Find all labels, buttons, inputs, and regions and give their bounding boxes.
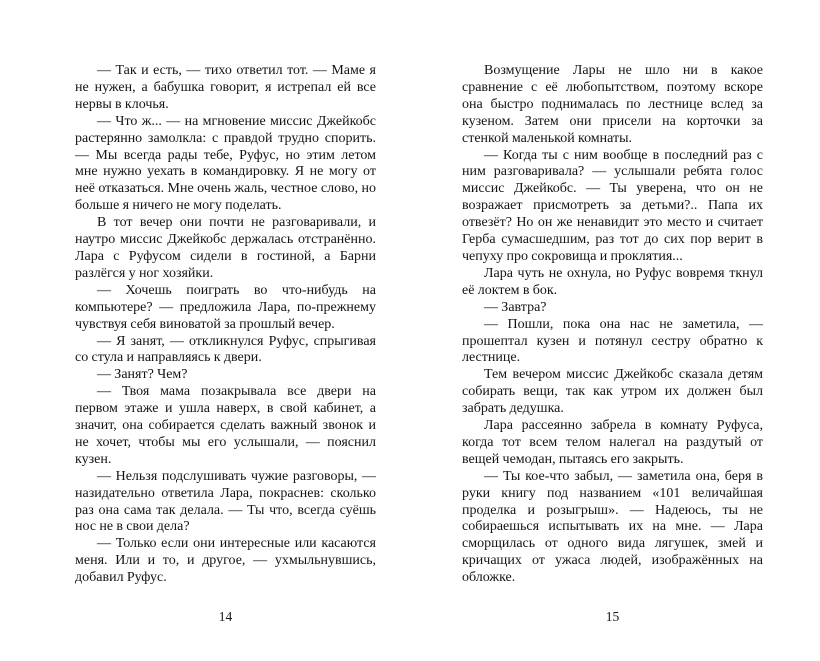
- paragraph: — Пошли, пока она нас не заметила, — прошептал кузен и потянул сестру обратно к лестнице.: [462, 316, 763, 366]
- paragraph: — Завтра?: [484, 299, 547, 315]
- paragraph: Возмущение Лары не шло ни в какое сравнение с её любопытством, поэтому вскоре она быстро поднималась по лестнице вслед за кузеном. Затем они присели на корточки за стенкой маленькой комнаты.: [462, 63, 763, 146]
- paragraph: — Нельзя подслушивать чужие разговоры, — назидательно ответила Лара, покраснев: сколько раз она сама так делала. — Ты что, всегда суёшь нос не в свои дела?: [75, 468, 376, 535]
- page-number-left: 14: [218, 609, 233, 624]
- paragraph: В тот вечер они почти не разговаривали, и наутро миссис Джейкобс держалась отстранённо. Лара с Руфусом сидели в гостиной, а Барни разлёгся у ног хозяйки.: [75, 215, 376, 281]
- page-number-right: 15: [605, 609, 620, 624]
- paragraph: — Что ж... — на мгновение миссис Джейкобс растерянно замолкла: с правдой трудно спорить. — Мы всегда рады тебе, Руфус, но этим летом мне нужно уехать в командировку. Я не могу от неё отказаться. Мне очень жаль, честное слово, но больше я ничего не могу поделать.: [75, 113, 376, 214]
- page-right: [410, 0, 820, 661]
- paragraph: — Я занят, — откликнулся Руфус, спрыгивая со стула и направляясь к двери.: [75, 333, 376, 366]
- paragraph: — Так и есть, — тихо ответил тот. — Маме я не нужен, а бабушка говорит, я истрепал ей все нервы в клочья.: [75, 63, 376, 112]
- paragraph: — Твоя мама позакрывала все двери на первом этаже и ушла наверх, в свой кабинет, а значит, она собирается сделать важный звонок и не хочет, чтобы мы его услышали, — пояснил кузен.: [75, 384, 376, 467]
- paragraph: — Только если они интересные или касаются меня. Или и то, и другое, — ухмыльнувшись, добавил Руфус.: [75, 536, 376, 586]
- paragraph: Лара чуть не охнула, но Руфус вовремя ткнул её локтем в бок.: [462, 265, 763, 298]
- right-text-block: [462, 63, 763, 587]
- paragraph: — Ты кое-что забыл, — заметила она, беря в руки книгу под названием «101 величайшая проделка и розыгрыш». — Надеюсь, ты не собираешься испытывать их на мне. — Лара сморщилась от одного вида лягушек, змей и кричащих от ужаса людей, изображённых на обложке.: [462, 468, 763, 586]
- paragraph: — Хочешь поиграть во что-нибудь на компьютере? — предложила Лара, по-прежнему чувствуя себя виноватой за прошлый вечер.: [75, 282, 376, 332]
- left-text-block: [75, 63, 376, 587]
- paragraph: — Занят? Чем?: [97, 367, 188, 383]
- paragraph: — Когда ты с ним вообще в последний раз с ним разговаривала? — услышали ребята голос миссис Джейкобс. — Ты уверена, что он не возражает присмотреть за детьми?.. Папа их отвезёт? Но он же ненавидит это место и считает Герба сумасшедшим, раз тот до сих пор верит в чепуху про сокровища и проклятия...: [462, 147, 763, 264]
- paragraph: Лара рассеянно забрела в комнату Руфуса, когда тот всем телом налегал на раздутый от вещей чемодан, пытаясь его закрыть.: [462, 418, 763, 467]
- paragraph: Тем вечером миссис Джейкобс сказала детям собирать вещи, так как утром их должен был забрать дедушка.: [462, 367, 763, 417]
